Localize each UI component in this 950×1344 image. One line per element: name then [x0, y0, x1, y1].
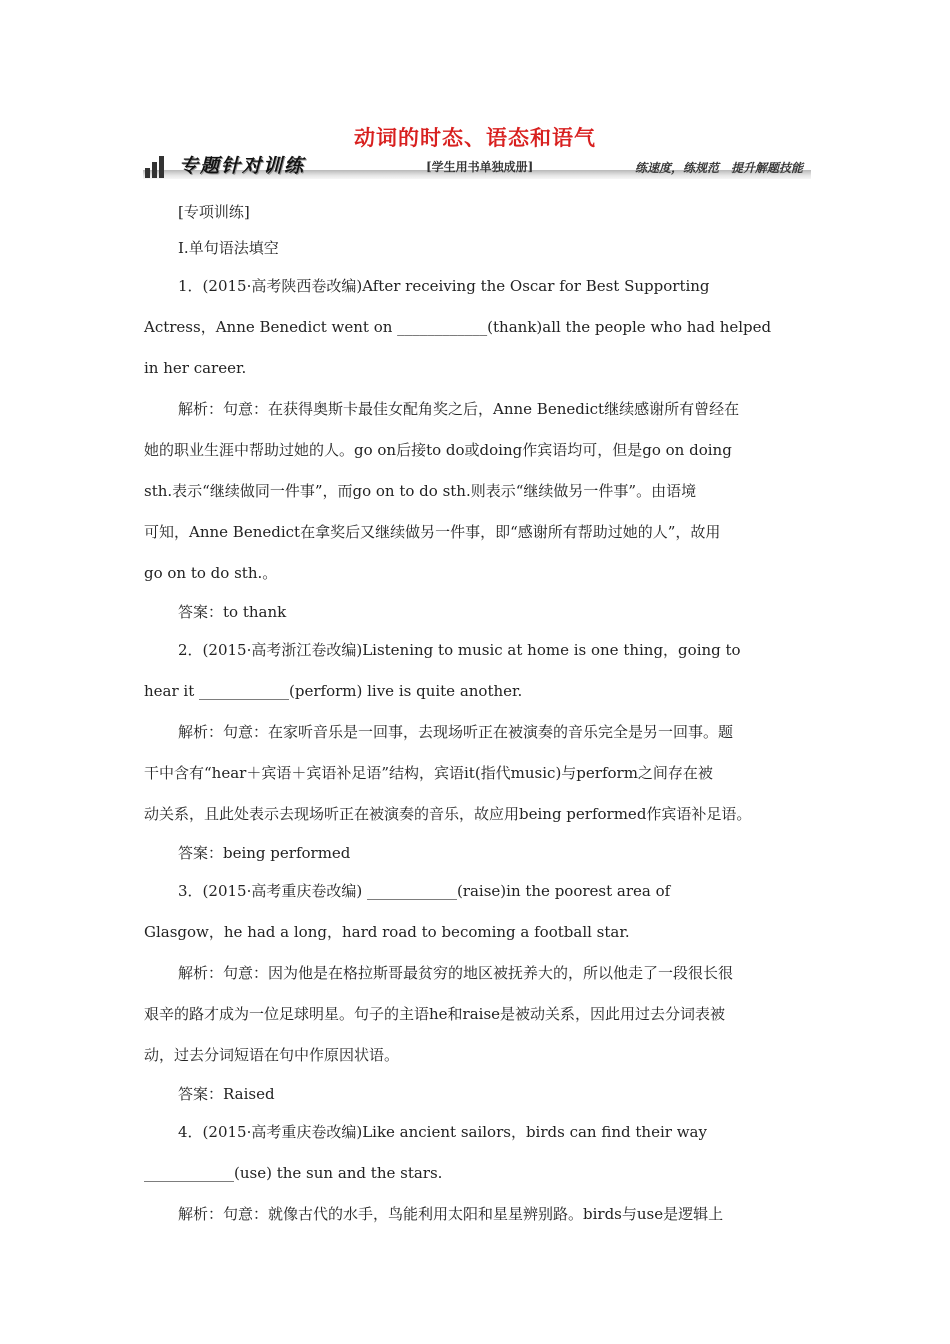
question-3-line: 3．(2015·高考重庆卷改编) ____________(raise)in the poorest area of — [178, 882, 671, 900]
analysis-2-line: 解析：句意：在家听音乐是一回事，去现场听正在被演奏的音乐完全是另一回事。题 — [178, 723, 734, 741]
banner-center-note: [学生用书单独成册] — [426, 160, 534, 174]
section-heading: [专项训练] — [178, 203, 250, 221]
document-body — [144, 194, 808, 1235]
part-heading: Ⅰ.单句语法填空 — [178, 239, 279, 257]
analysis-3-line: 解析：句意：因为他是在格拉斯哥最贫穷的地区被抚养大的，所以他走了一段很长很 — [178, 964, 734, 982]
analysis-2-line: 干中含有“hear＋宾语＋宾语补足语”结构，宾语it(指代music)与perform之间存在被 — [144, 764, 713, 782]
analysis-1-line: go on to do sth.。 — [144, 564, 278, 582]
question-1-line: in her career. — [144, 359, 247, 377]
question-1-line: Actress，Anne Benedict went on ____________(thank)all the people who had helped — [144, 318, 772, 336]
answer-3: 答案：Raised — [178, 1085, 275, 1103]
question-4-line: 4．(2015·高考重庆卷改编)Like ancient sailors，birds can find their way — [178, 1123, 707, 1141]
analysis-2-line: 动关系，且此处表示去现场听正在被演奏的音乐，故应用being performed作宾语补足语。 — [144, 805, 752, 823]
answer-1: 答案：to thank — [178, 603, 287, 621]
question-2-line: 2．(2015·高考浙江卷改编)Listening to music at home is one thing，going to — [178, 641, 741, 659]
banner-right-note: 练速度，练规范 提升解题技能 — [634, 161, 803, 175]
analysis-3-line: 艰辛的路才成为一位足球明星。句子的主语he和raise是被动关系，因此用过去分词表被 — [144, 1005, 726, 1023]
analysis-1-line: sth.表示“继续做同一件事”，而go on to do sth.则表示“继续做另一件事”。由语境 — [144, 482, 697, 500]
analysis-1-line: 她的职业生涯中帮助过她的人。go on后接to do或doing作宾语均可，但是go on doing — [144, 441, 732, 459]
section-banner — [143, 152, 811, 184]
analysis-3-line: 动，过去分词短语在句中作原因状语。 — [144, 1046, 400, 1064]
banner-bars-icon — [145, 154, 167, 178]
analysis-1-line: 解析：句意：在获得奥斯卡最佳女配角奖之后，Anne Benedict继续感谢所有曾经在 — [178, 400, 740, 418]
question-3-line: Glasgow，he had a long，hard road to becoming a football star. — [144, 923, 630, 941]
analysis-1-line: 可知，Anne Benedict在拿奖后又继续做另一件事，即“感谢所有帮助过她的人”，故用 — [144, 523, 721, 541]
page-title: 动词的时态、语态和语气 — [354, 125, 596, 150]
question-1-line: 1．(2015·高考陕西卷改编)After receiving the Oscar for Best Supporting — [178, 277, 710, 295]
analysis-4-line: 解析：句意：就像古代的水手，鸟能利用太阳和星星辨别路。birds与use是逻辑上 — [178, 1205, 724, 1223]
answer-2: 答案：being performed — [178, 844, 351, 862]
banner-label: 专题针对训练 — [179, 155, 306, 177]
question-4-line: ____________(use) the sun and the stars. — [144, 1164, 443, 1182]
question-2-line: hear it ____________(perform) live is quite another. — [144, 682, 523, 700]
